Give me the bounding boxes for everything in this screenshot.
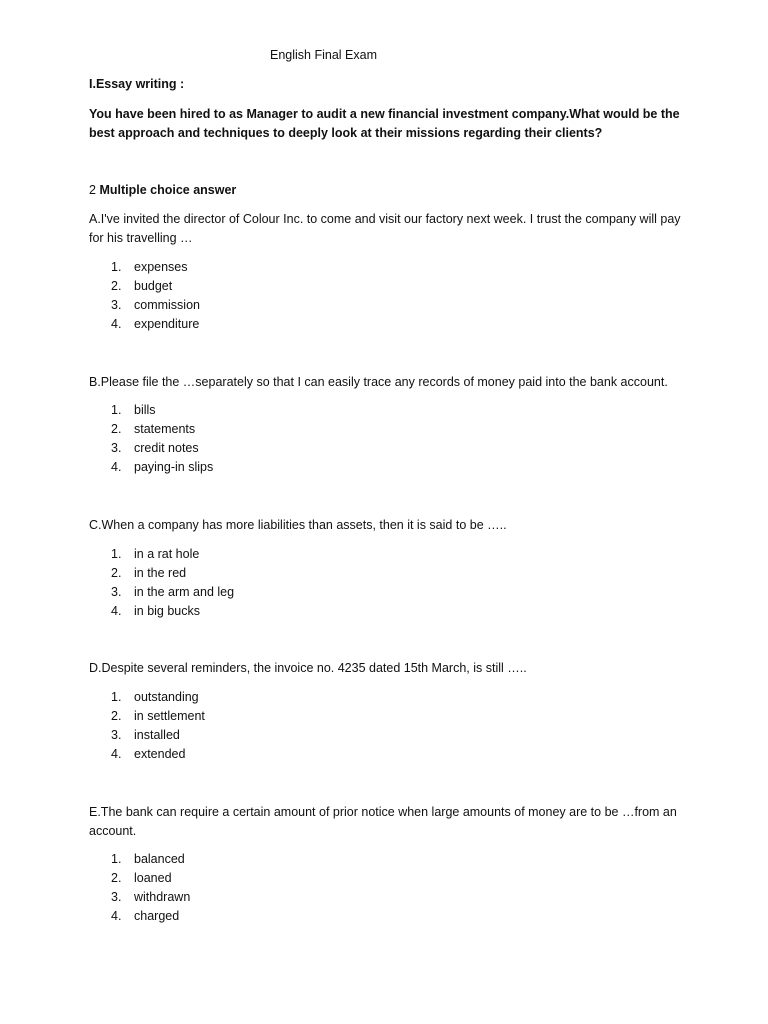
option-label: withdrawn xyxy=(134,890,191,904)
option-number: 3. xyxy=(111,585,122,599)
option-label: loaned xyxy=(134,871,172,885)
mc-heading-text: Multiple choice answer xyxy=(99,183,237,197)
option-item xyxy=(111,315,200,334)
option-number: 2. xyxy=(111,566,122,580)
option-label: in big bucks xyxy=(134,604,201,618)
option-label: credit notes xyxy=(134,441,199,455)
option-number: 4. xyxy=(111,909,122,923)
option-item xyxy=(111,869,190,888)
option-label: charged xyxy=(134,909,180,923)
mc-heading xyxy=(89,181,689,200)
option-item xyxy=(111,726,205,745)
option-item xyxy=(111,420,213,439)
option-label: paying-in slips xyxy=(134,460,214,474)
question-e-text: E.The bank can require a certain amount of prior notice when large amounts of money are to be …from an account. xyxy=(89,805,677,838)
option-number: 4. xyxy=(111,747,122,761)
option-number: 2. xyxy=(111,709,122,723)
option-number: 4. xyxy=(111,604,122,618)
page-title: English Final Exam xyxy=(270,48,377,62)
option-number: 1. xyxy=(111,690,122,704)
option-label: in a rat hole xyxy=(134,547,200,561)
question-b-options xyxy=(111,401,213,477)
option-label: budget xyxy=(134,279,173,293)
question-d-text: D.Despite several reminders, the invoice no. 4235 dated 15th March, is still ….. xyxy=(89,661,527,675)
question-a-text: A.I've invited the director of Colour Inc. to come and visit our factory next week. I trust the company will pay for his travelling … xyxy=(89,212,681,245)
question-d-options xyxy=(111,688,205,764)
option-label: statements xyxy=(134,422,196,436)
option-number: 3. xyxy=(111,890,122,904)
option-item xyxy=(111,707,205,726)
option-item xyxy=(111,688,205,707)
question-a-options xyxy=(111,258,200,334)
option-label: in the arm and leg xyxy=(134,585,235,599)
option-number: 4. xyxy=(111,460,122,474)
option-label: expenditure xyxy=(134,317,200,331)
option-item xyxy=(111,296,200,315)
mc-heading-number: 2 xyxy=(89,183,100,197)
essay-heading: I.Essay writing : xyxy=(89,77,185,91)
option-item xyxy=(111,545,234,564)
option-number: 2. xyxy=(111,871,122,885)
option-label: expenses xyxy=(134,260,188,274)
option-item xyxy=(111,439,213,458)
option-item xyxy=(111,564,234,583)
question-c-text: C.When a company has more liabilities than assets, then it is said to be ….. xyxy=(89,518,507,532)
option-item xyxy=(111,401,213,420)
option-item xyxy=(111,458,213,477)
option-number: 1. xyxy=(111,852,122,866)
option-label: outstanding xyxy=(134,690,199,704)
option-item xyxy=(111,277,200,296)
option-item xyxy=(111,907,190,926)
option-label: balanced xyxy=(134,852,185,866)
question-e-options xyxy=(111,850,190,926)
option-label: bills xyxy=(134,403,156,417)
option-item xyxy=(111,583,234,602)
option-number: 3. xyxy=(111,441,122,455)
option-number: 2. xyxy=(111,279,122,293)
option-label: extended xyxy=(134,747,186,761)
essay-prompt: You have been hired to as Manager to audit a new financial investment company.What would be the best approach and techniques to deeply look at their missions regarding their clients? xyxy=(89,107,680,140)
option-label: in settlement xyxy=(134,709,205,723)
question-b-text: B.Please file the …separately so that I can easily trace any records of money paid into the bank account. xyxy=(89,375,668,389)
option-item xyxy=(111,850,190,869)
option-number: 3. xyxy=(111,728,122,742)
option-number: 1. xyxy=(111,547,122,561)
option-item xyxy=(111,258,200,277)
question-c-options xyxy=(111,545,234,621)
option-label: commission xyxy=(134,298,200,312)
option-item xyxy=(111,602,234,621)
option-item xyxy=(111,745,205,764)
option-number: 2. xyxy=(111,422,122,436)
option-label: in the red xyxy=(134,566,187,580)
option-number: 1. xyxy=(111,403,122,417)
option-number: 3. xyxy=(111,298,122,312)
option-item xyxy=(111,888,190,907)
option-number: 1. xyxy=(111,260,122,274)
option-number: 4. xyxy=(111,317,122,331)
option-label: installed xyxy=(134,728,180,742)
